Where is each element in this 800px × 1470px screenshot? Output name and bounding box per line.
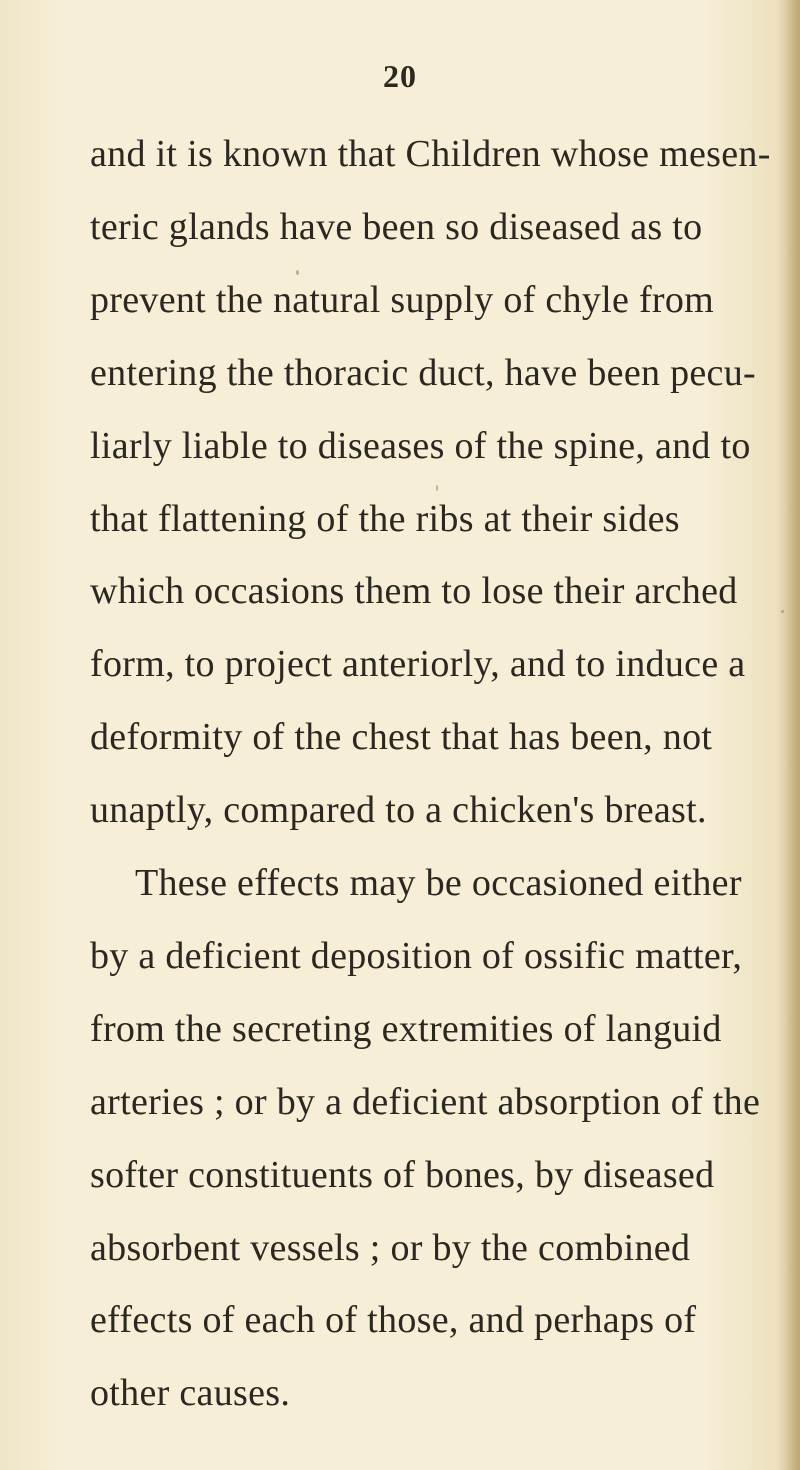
text-line: other causes.	[90, 1372, 291, 1415]
text-line: deformity of the chest that has been, not	[90, 716, 713, 759]
text-line: softer constituents of bones, by diseased	[90, 1153, 715, 1196]
text-line: absorbent vessels ; or by the combined	[90, 1226, 691, 1269]
text-line: unaptly, compared to a chicken's breast.	[90, 789, 707, 832]
paper-speck	[296, 270, 299, 275]
text-line: liarly liable to diseases of the spine, and to	[90, 424, 751, 467]
text-line: These effects may be occasioned either	[135, 862, 742, 904]
text-line: from the secreting extremities of languid	[90, 1007, 722, 1050]
page-number: 20	[383, 58, 417, 94]
text-line: that flattening of the ribs at their sides	[90, 497, 680, 540]
paper-speck	[436, 485, 438, 491]
text-line: form, to project anteriorly, and to induce a	[90, 643, 746, 686]
text-line: prevent the natural supply of chyle from	[90, 278, 715, 321]
text-line: arteries ; or by a deficient absorption of the	[90, 1080, 761, 1123]
text-line: by a deficient deposition of ossific matter,	[90, 934, 743, 977]
paper-speck	[781, 610, 784, 613]
text-line: teric glands have been so diseased as to	[90, 205, 703, 248]
text-line: entering the thoracic duct, have been pecu-	[90, 351, 756, 394]
text-line: effects of each of those, and perhaps of	[90, 1299, 697, 1342]
text-line: and it is known that Children whose mesen-	[90, 133, 771, 175]
text-line: which occasions them to lose their arched	[90, 570, 738, 613]
